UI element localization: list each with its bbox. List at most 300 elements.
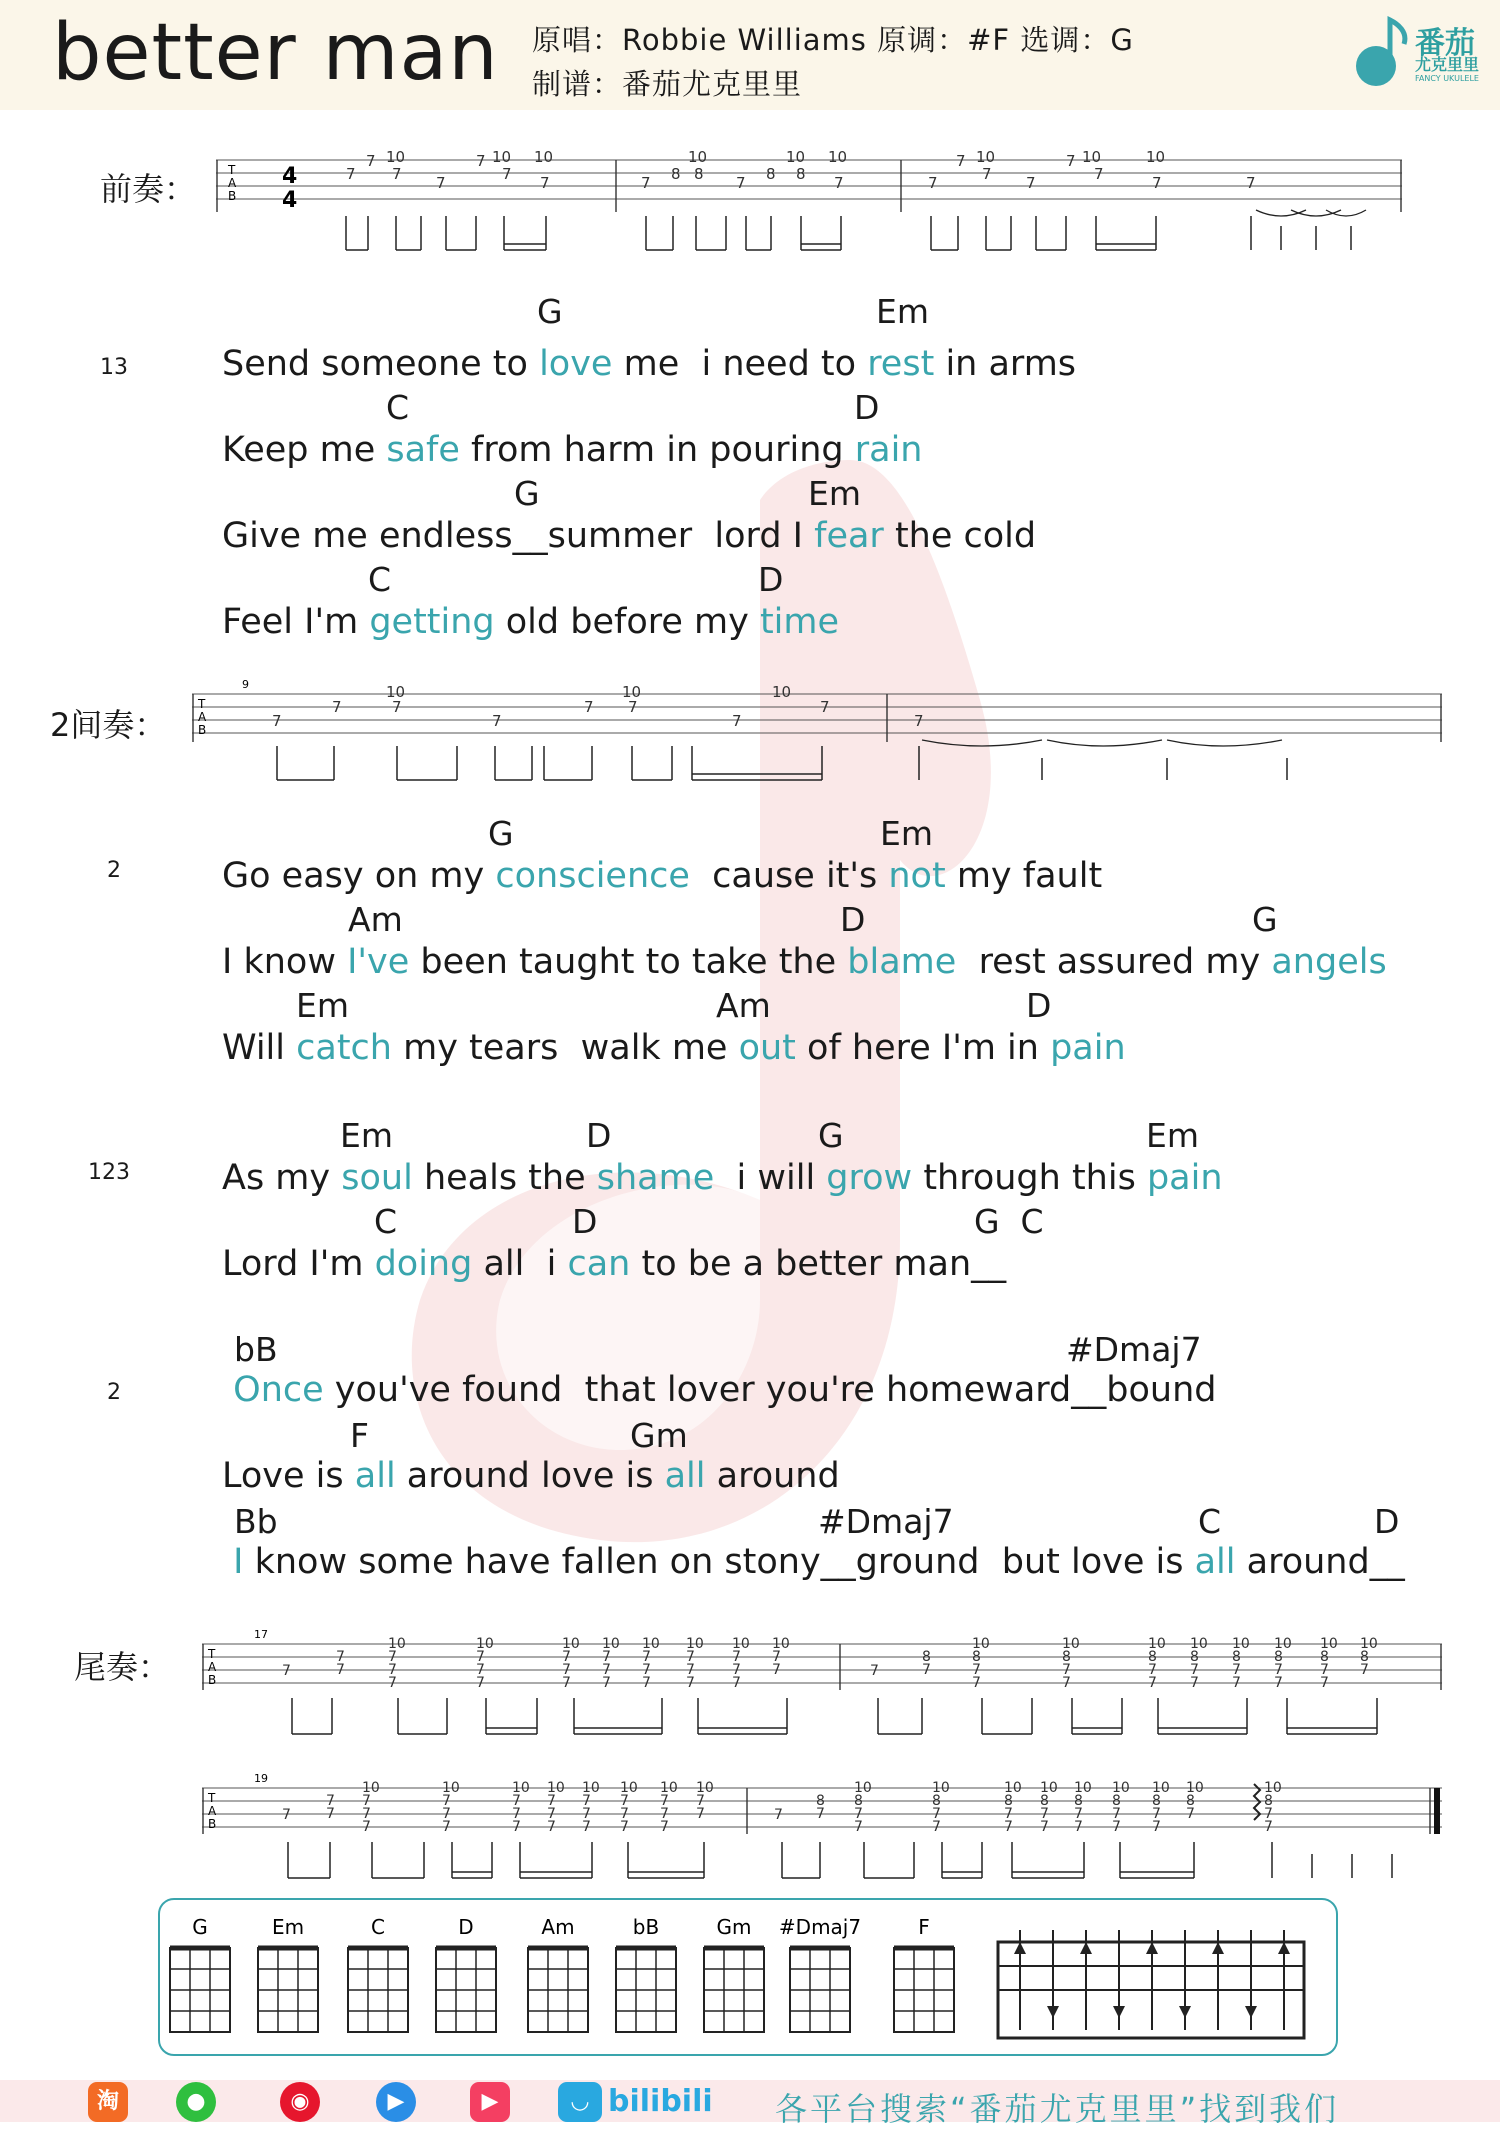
- chord-label: Em: [880, 814, 933, 853]
- arrow-down-icon: [1179, 2006, 1191, 2018]
- outro-tab-row1: [202, 1628, 1442, 1740]
- svg-text:7: 7: [820, 698, 830, 716]
- logo-sub: 尤克里里: [1415, 55, 1480, 74]
- svg-text:10: 10: [1232, 1636, 1250, 1652]
- svg-text:10: 10: [1186, 1780, 1204, 1796]
- chord-label: Em: [876, 292, 929, 331]
- svg-text:7: 7: [854, 1819, 863, 1835]
- svg-text:7: 7: [547, 1819, 556, 1835]
- video-app-icon[interactable]: ▶: [376, 2082, 416, 2122]
- svg-text:7: 7: [1232, 1662, 1241, 1678]
- lyric-highlight: shame: [596, 1158, 715, 1198]
- svg-text:7: 7: [620, 1806, 629, 1822]
- svg-text:8: 8: [1264, 1793, 1273, 1809]
- arrow-up-icon: [1080, 1942, 1092, 1954]
- svg-text:10: 10: [386, 683, 406, 701]
- bilibili-logo[interactable]: bilibili: [608, 2084, 713, 2119]
- svg-text:7: 7: [660, 1806, 669, 1822]
- lyric-text: in arms: [934, 344, 1077, 384]
- svg-text:10: 10: [442, 1780, 460, 1796]
- svg-text:7: 7: [512, 1793, 521, 1809]
- lyric-line: [222, 516, 1036, 556]
- chord-label: D: [572, 1202, 598, 1241]
- svg-text:7: 7: [602, 1662, 611, 1678]
- chord-label: C: [374, 1202, 398, 1241]
- svg-text:7: 7: [602, 1649, 611, 1665]
- chord-name: G: [192, 1915, 208, 1939]
- lyric-text: to be a better man__: [630, 1244, 1007, 1284]
- svg-text:10: 10: [1074, 1780, 1092, 1796]
- svg-text:8: 8: [796, 165, 806, 183]
- svg-text:8: 8: [1232, 1649, 1241, 1665]
- svg-text:7: 7: [732, 712, 742, 730]
- svg-text:7: 7: [972, 1675, 981, 1691]
- chord-label: bB: [234, 1330, 278, 1369]
- lyric-text: cause it's: [689, 856, 889, 896]
- lyric-text: [222, 1542, 233, 1582]
- lyric-highlight: all: [1194, 1542, 1236, 1582]
- chord-label: Gm: [630, 1416, 688, 1455]
- lyric-highlight: grow: [826, 1158, 913, 1198]
- svg-text:7: 7: [732, 1675, 741, 1691]
- chord-diagram: [528, 1915, 588, 2032]
- svg-text:7: 7: [772, 1649, 781, 1665]
- intro-label: 前奏：: [100, 170, 197, 208]
- svg-text:7: 7: [602, 1675, 611, 1691]
- svg-text:A: A: [198, 710, 207, 724]
- svg-text:10: 10: [1148, 1636, 1166, 1652]
- svg-text:7: 7: [870, 1663, 879, 1679]
- svg-text:7: 7: [562, 1662, 571, 1678]
- arrow-down-icon: [1113, 2006, 1125, 2018]
- svg-text:10: 10: [534, 148, 554, 166]
- svg-text:10: 10: [1146, 148, 1166, 166]
- svg-text:7: 7: [956, 152, 966, 170]
- lyric-highlight: time: [759, 602, 840, 642]
- svg-text:7: 7: [512, 1806, 521, 1822]
- song-meta-line2: 制谱：番茄尤克里里: [532, 67, 803, 101]
- chord-diagrams: [158, 1898, 1338, 2056]
- svg-text:7: 7: [1274, 1662, 1283, 1678]
- svg-text:7: 7: [366, 152, 376, 170]
- lyric-text: of here I'm in: [795, 1028, 1051, 1068]
- svg-text:10: 10: [388, 1636, 406, 1652]
- svg-text:T: T: [198, 697, 206, 711]
- svg-text:7: 7: [582, 1806, 591, 1822]
- svg-text:7: 7: [582, 1819, 591, 1835]
- chord-diagram: [348, 1915, 408, 2032]
- svg-text:7: 7: [1232, 1675, 1241, 1691]
- svg-text:B: B: [198, 723, 207, 737]
- lyric-highlight: pain: [1146, 1158, 1223, 1198]
- svg-text:19: 19: [254, 1772, 268, 1785]
- lyric-line: [222, 942, 1387, 982]
- svg-text:10: 10: [1112, 1780, 1130, 1796]
- song-title: better man: [52, 8, 499, 98]
- svg-text:7: 7: [1062, 1662, 1071, 1678]
- lyric-line: [222, 430, 922, 470]
- svg-text:8: 8: [932, 1793, 941, 1809]
- svg-text:7: 7: [1148, 1662, 1157, 1678]
- svg-text:10: 10: [1082, 148, 1102, 166]
- svg-text:7: 7: [772, 1662, 781, 1678]
- svg-text:7: 7: [1152, 1806, 1161, 1822]
- lyric-text: Give me endless__summer lord I: [222, 516, 815, 556]
- svg-text:7: 7: [1074, 1819, 1083, 1835]
- chord-diagram: [258, 1915, 318, 2032]
- svg-text:7: 7: [442, 1819, 451, 1835]
- song-meta-line1: 原唱：Robbie Williams 原调：#F 选调：G: [532, 23, 1134, 57]
- svg-text:7: 7: [641, 174, 651, 192]
- svg-text:7: 7: [660, 1819, 669, 1835]
- lyric-text: my tears walk me: [391, 1028, 739, 1068]
- lyric-highlight: catch: [296, 1028, 392, 1068]
- svg-text:7: 7: [388, 1649, 397, 1665]
- svg-text:7: 7: [928, 174, 938, 192]
- lyric-highlight: all: [664, 1456, 706, 1496]
- svg-text:7: 7: [1004, 1819, 1013, 1835]
- svg-text:T: T: [208, 1647, 216, 1661]
- lyric-text: through this: [912, 1158, 1147, 1198]
- chord-name: D: [458, 1915, 474, 1939]
- arrow-down-icon: [1047, 2006, 1059, 2018]
- chord-label: G: [537, 292, 563, 331]
- lyric-highlight: blame: [847, 942, 957, 982]
- svg-text:8: 8: [694, 165, 704, 183]
- lyric-text: rest assured my: [956, 942, 1272, 982]
- svg-text:10: 10: [688, 148, 708, 166]
- svg-text:10: 10: [972, 1636, 990, 1652]
- svg-text:7: 7: [816, 1806, 825, 1822]
- svg-text:7: 7: [476, 1675, 485, 1691]
- lyric-text: know some have fallen on stony__ground but love is: [243, 1542, 1195, 1582]
- chord-label: C: [1198, 1502, 1222, 1541]
- svg-text:7: 7: [736, 174, 746, 192]
- lyric-text: Keep me: [222, 430, 387, 470]
- svg-text:7: 7: [336, 1649, 345, 1665]
- svg-text:8: 8: [854, 1793, 863, 1809]
- svg-text:7: 7: [1094, 165, 1104, 183]
- arrow-up-icon: [1278, 1942, 1290, 1954]
- svg-text:10: 10: [492, 148, 512, 166]
- chord-diagram: [170, 1915, 230, 2032]
- interlude-tab: [192, 676, 1442, 786]
- svg-text:7: 7: [476, 1662, 485, 1678]
- chord-label: Am: [716, 986, 771, 1025]
- svg-text:8: 8: [1040, 1793, 1049, 1809]
- svg-text:10: 10: [1320, 1636, 1338, 1652]
- svg-text:8: 8: [1274, 1649, 1283, 1665]
- svg-text:7: 7: [686, 1662, 695, 1678]
- svg-text:8: 8: [1190, 1649, 1199, 1665]
- chord-label: D: [840, 900, 866, 939]
- svg-text:7: 7: [336, 1662, 345, 1678]
- weibo-icon[interactable]: ◉: [280, 2082, 320, 2122]
- svg-text:7: 7: [282, 1807, 291, 1823]
- svg-text:7: 7: [1190, 1662, 1199, 1678]
- svg-text:10: 10: [1190, 1636, 1208, 1652]
- svg-text:7: 7: [1246, 174, 1256, 192]
- outro-label: 尾奏：: [74, 1648, 171, 1686]
- lyric-line: [222, 1542, 1405, 1582]
- lyric-line: [222, 602, 839, 642]
- arrow-down-icon: [1245, 2006, 1257, 2018]
- lyric-text: heals the: [412, 1158, 597, 1198]
- lyric-text: the cold: [883, 516, 1037, 556]
- lyric-highlight: doing: [374, 1244, 473, 1284]
- chord-diagram: [436, 1915, 496, 2032]
- arrow-up-icon: [1146, 1942, 1158, 1954]
- lyric-text: Feel I'm: [222, 602, 370, 642]
- svg-text:7: 7: [584, 698, 594, 716]
- lyric-text: all i: [472, 1244, 568, 1284]
- lyric-text: from harm in pouring: [459, 430, 855, 470]
- chord-label: C: [368, 560, 392, 599]
- svg-text:7: 7: [1320, 1675, 1329, 1691]
- lyric-text: me i need to: [612, 344, 868, 384]
- svg-text:10: 10: [854, 1780, 872, 1796]
- chord-label: D: [586, 1116, 612, 1155]
- svg-text:7: 7: [642, 1649, 651, 1665]
- lyric-text: around__: [1235, 1542, 1405, 1582]
- lyric-text: old before my: [494, 602, 760, 642]
- chord-label: G: [488, 814, 514, 853]
- lyric-text: As my: [222, 1158, 342, 1198]
- lyric-line: [222, 1244, 1006, 1284]
- svg-text:7: 7: [1062, 1675, 1071, 1691]
- svg-text:10: 10: [828, 148, 848, 166]
- svg-text:4: 4: [282, 188, 298, 213]
- svg-text:7: 7: [620, 1793, 629, 1809]
- lyric-text: my fault: [945, 856, 1103, 896]
- chord-label: G C: [974, 1202, 1044, 1241]
- svg-text:10: 10: [786, 148, 806, 166]
- svg-text:8: 8: [766, 165, 776, 183]
- wechat-icon[interactable]: ●: [176, 2082, 216, 2122]
- svg-text:9: 9: [242, 678, 249, 691]
- lyric-text: you've found that lover you're homeward__bound: [323, 1370, 1217, 1410]
- svg-text:7: 7: [932, 1819, 941, 1835]
- lyric-text: been taught to take the: [409, 942, 848, 982]
- svg-text:8: 8: [972, 1649, 981, 1665]
- svg-text:7: 7: [1264, 1819, 1273, 1835]
- lyric-text: Love is: [222, 1456, 355, 1496]
- svg-text:7: 7: [686, 1649, 695, 1665]
- svg-text:8: 8: [1148, 1649, 1157, 1665]
- svg-text:4: 4: [282, 164, 298, 189]
- lyric-highlight: getting: [369, 602, 495, 642]
- svg-text:10: 10: [976, 148, 996, 166]
- lyric-highlight: angels: [1271, 942, 1387, 982]
- svg-text:7: 7: [1190, 1675, 1199, 1691]
- chord-label: #Dmaj7: [1066, 1330, 1202, 1369]
- svg-text:7: 7: [442, 1806, 451, 1822]
- svg-text:7: 7: [932, 1806, 941, 1822]
- lyric-highlight: Once: [233, 1370, 324, 1410]
- verse2-number: 2: [107, 858, 121, 883]
- svg-text:7: 7: [914, 712, 924, 730]
- svg-text:7: 7: [660, 1793, 669, 1809]
- svg-text:7: 7: [436, 174, 446, 192]
- chord-label: D: [1026, 986, 1052, 1025]
- svg-text:8: 8: [1004, 1793, 1013, 1809]
- svg-text:10: 10: [1360, 1636, 1378, 1652]
- svg-text:10: 10: [642, 1636, 660, 1652]
- lyric-highlight: can: [567, 1244, 631, 1284]
- lyric-line: [222, 1456, 840, 1496]
- chord-diagram: [779, 1915, 861, 2032]
- chord-label: G: [818, 1116, 844, 1155]
- chord-name: Gm: [716, 1915, 752, 1939]
- svg-text:7: 7: [1040, 1806, 1049, 1822]
- chord-label: Em: [296, 986, 349, 1025]
- taobao-icon[interactable]: 淘: [88, 2082, 128, 2122]
- lyric-text: around: [705, 1456, 840, 1496]
- svg-text:7: 7: [732, 1649, 741, 1665]
- lyric-highlight: soul: [341, 1158, 413, 1198]
- lyric-line: [222, 1370, 1216, 1410]
- svg-text:7: 7: [282, 1663, 291, 1679]
- strum-pattern: [998, 1930, 1304, 2038]
- svg-text:10: 10: [1152, 1780, 1170, 1796]
- svg-text:10: 10: [620, 1780, 638, 1796]
- svg-text:7: 7: [547, 1793, 556, 1809]
- svg-text:10: 10: [362, 1780, 380, 1796]
- svg-text:7: 7: [686, 1675, 695, 1691]
- lyric-text: around love is: [395, 1456, 665, 1496]
- svg-text:7: 7: [1112, 1806, 1121, 1822]
- arrow-up-icon: [1212, 1942, 1224, 1954]
- chord-label: Em: [340, 1116, 393, 1155]
- svg-text:B: B: [208, 1817, 217, 1831]
- svg-text:7: 7: [1320, 1662, 1329, 1678]
- kuaishou-icon[interactable]: ▶: [470, 2082, 510, 2122]
- svg-text:T: T: [208, 1791, 216, 1805]
- svg-text:7: 7: [492, 712, 502, 730]
- lyric-highlight: safe: [386, 430, 460, 470]
- svg-text:8: 8: [671, 165, 681, 183]
- svg-text:7: 7: [922, 1662, 931, 1678]
- arrow-up-icon: [1014, 1942, 1026, 1954]
- svg-text:A: A: [228, 176, 237, 190]
- lyric-highlight: I: [233, 1542, 244, 1582]
- svg-text:10: 10: [772, 683, 792, 701]
- lyric-text: Lord I'm: [222, 1244, 375, 1284]
- svg-text:10: 10: [1040, 1780, 1058, 1796]
- lyric-text: Send someone to: [222, 344, 540, 384]
- svg-text:7: 7: [392, 165, 402, 183]
- svg-text:7: 7: [512, 1819, 521, 1835]
- svg-text:10: 10: [1062, 1636, 1080, 1652]
- svg-text:7: 7: [1040, 1819, 1049, 1835]
- svg-text:10: 10: [772, 1636, 790, 1652]
- lyric-text: i will: [714, 1158, 827, 1198]
- svg-text:10: 10: [602, 1636, 620, 1652]
- svg-text:7: 7: [1112, 1819, 1121, 1835]
- svg-text:7: 7: [1148, 1675, 1157, 1691]
- lyric-highlight: out: [738, 1028, 796, 1068]
- interlude-label: 2间奏：: [50, 706, 167, 744]
- chorus-number: 123: [88, 1160, 130, 1185]
- svg-text:10: 10: [1264, 1780, 1282, 1796]
- svg-text:7: 7: [326, 1806, 335, 1822]
- intro-tab: [216, 140, 1402, 260]
- svg-text:10: 10: [1004, 1780, 1022, 1796]
- svg-text:7: 7: [1026, 174, 1036, 192]
- chord-label: Em: [808, 474, 861, 513]
- svg-text:17: 17: [254, 1628, 268, 1641]
- svg-text:7: 7: [1066, 152, 1076, 170]
- svg-text:7: 7: [476, 152, 486, 170]
- svg-text:7: 7: [547, 1806, 556, 1822]
- svg-text:7: 7: [732, 1662, 741, 1678]
- chord-label: Am: [348, 900, 403, 939]
- logo-tiny: FANCY UKULELE: [1415, 74, 1479, 83]
- svg-text:7: 7: [774, 1807, 783, 1823]
- svg-text:7: 7: [1074, 1806, 1083, 1822]
- svg-text:8: 8: [1074, 1793, 1083, 1809]
- lyric-line: [222, 856, 1102, 896]
- lyric-highlight: rain: [854, 430, 923, 470]
- svg-text:7: 7: [346, 165, 356, 183]
- svg-text:7: 7: [582, 1793, 591, 1809]
- chord-name: F: [918, 1915, 930, 1939]
- svg-text:7: 7: [642, 1675, 651, 1691]
- svg-text:10: 10: [660, 1780, 678, 1796]
- lyric-text: Will: [222, 1028, 297, 1068]
- svg-text:7: 7: [272, 712, 282, 730]
- bilibili-tv-icon[interactable]: ◡: [558, 2082, 602, 2122]
- chord-name: C: [371, 1915, 385, 1939]
- chord-label: F: [350, 1416, 369, 1455]
- svg-text:7: 7: [1264, 1806, 1273, 1822]
- chord-name: Em: [271, 1915, 305, 1939]
- svg-text:8: 8: [1062, 1649, 1071, 1665]
- chord-label: G: [1252, 900, 1278, 939]
- chord-name: #Dmaj7: [778, 1915, 862, 1939]
- chord-label: G: [514, 474, 540, 513]
- svg-text:7: 7: [562, 1675, 571, 1691]
- outro-tab-row2: [202, 1772, 1442, 1884]
- svg-text:8: 8: [1320, 1649, 1329, 1665]
- lyric-highlight: I've: [347, 942, 410, 982]
- svg-text:8: 8: [816, 1793, 825, 1809]
- svg-text:7: 7: [1274, 1675, 1283, 1691]
- chord-label: D: [758, 560, 784, 599]
- lyric-line: [222, 1028, 1126, 1068]
- chord-name: Am: [541, 1915, 575, 1939]
- svg-text:7: 7: [628, 698, 638, 716]
- svg-text:10: 10: [686, 1636, 704, 1652]
- svg-text:8: 8: [1186, 1793, 1195, 1809]
- chord-label: D: [1374, 1502, 1400, 1541]
- lyric-highlight: all: [354, 1456, 396, 1496]
- bridge-number: 2: [107, 1380, 121, 1405]
- chord-label: Bb: [234, 1502, 278, 1541]
- svg-text:A: A: [208, 1660, 217, 1674]
- lyric-highlight: not: [888, 856, 946, 896]
- svg-text:10: 10: [732, 1636, 750, 1652]
- svg-text:10: 10: [582, 1780, 600, 1796]
- svg-text:7: 7: [982, 165, 992, 183]
- svg-text:A: A: [208, 1804, 217, 1818]
- chord-diagram: [894, 1915, 954, 2032]
- footer-search-text: 各平台搜索“番茄尤克里里”找到我们: [775, 2090, 1340, 2128]
- svg-text:10: 10: [562, 1636, 580, 1652]
- svg-text:10: 10: [386, 148, 406, 166]
- svg-text:7: 7: [1186, 1806, 1195, 1822]
- svg-text:7: 7: [362, 1819, 371, 1835]
